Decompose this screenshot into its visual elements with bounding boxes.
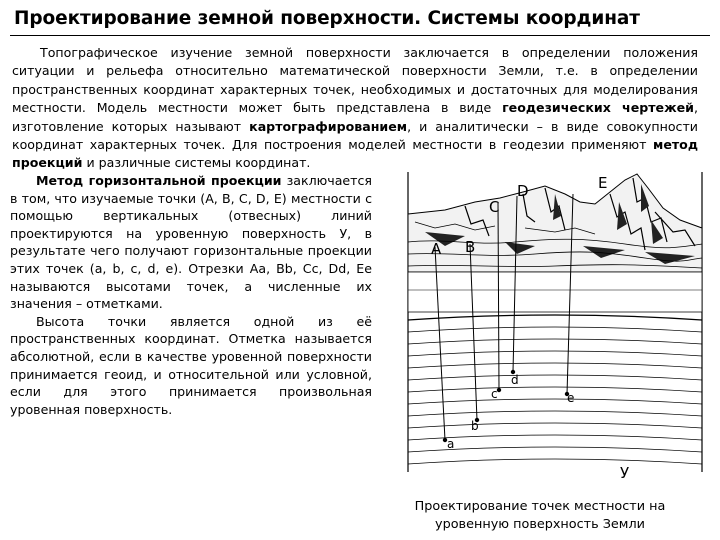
method-paragraph-2: Высота точки является одной из её пространственных координат. Отметка называется абсолютной, если в качестве уровенной поверхности принимается геоид, и относительной или условной, если для этого принимается произвольная уровенная поверхность. [10,313,372,417]
intro-text-4: и различные системы координат. [82,155,311,171]
intro-text-1: Топографическое изучение земной поверхности заключается в определении положения ситуации и рельефа относительно математической поверхности Земли, т.е. в определении пространственных координат характерных точек, необходимых и достаточных для моделирования местности. Модель местности может быть представлена в виде [12,45,698,116]
intro-bold-geodetic-drawings: геодезических чертежей [502,100,694,116]
method-paragraph-1 [10,172,372,313]
label-d: d [511,373,519,387]
label-C: C [489,198,500,216]
projection-illustration [405,172,705,492]
intro-text-2: , изготовление которых называют [12,100,699,134]
label-D: D [517,182,529,200]
intro-bold-projection-method: метод проекций [12,137,698,171]
title-underline [10,35,710,36]
label-b: b [471,419,479,433]
page-title: Проектирование земной поверхности. Системы координат [14,8,640,29]
label-c: c [491,387,498,401]
method-heading: Метод горизонтальной проекции [36,173,282,188]
label-e: e [567,391,575,405]
intro-bold-cartography: картографированием [249,118,408,134]
label-E: E [598,174,608,192]
label-B: B [465,238,476,256]
intro-text-3: , и аналитически – в виде совокупности координат характерных точек. Для построения моделей местности в геодезии применяют [12,118,698,153]
figure-caption: Проектирование точек местности на уровенную поверхность Земли [414,499,666,532]
label-A: A [431,240,442,258]
label-a: a [447,437,455,451]
method-description [10,172,372,418]
method-text-1: заключается в том, что изучаемые точки (А, В, С, D, E) местности с помощью вертикальных (отвесных) линий проектируются на уровенную поверхность У, в результате чего получают горизонтальные проекции этих точек (а, b, c, d, e). Отрезки Аа, Bb, Cc, Dd, Ee называются высотами точек, а численные их значения – отметками. [10,173,373,312]
intro-paragraph [12,44,698,173]
projection-figure [405,172,705,492]
label-U: У [620,464,630,482]
